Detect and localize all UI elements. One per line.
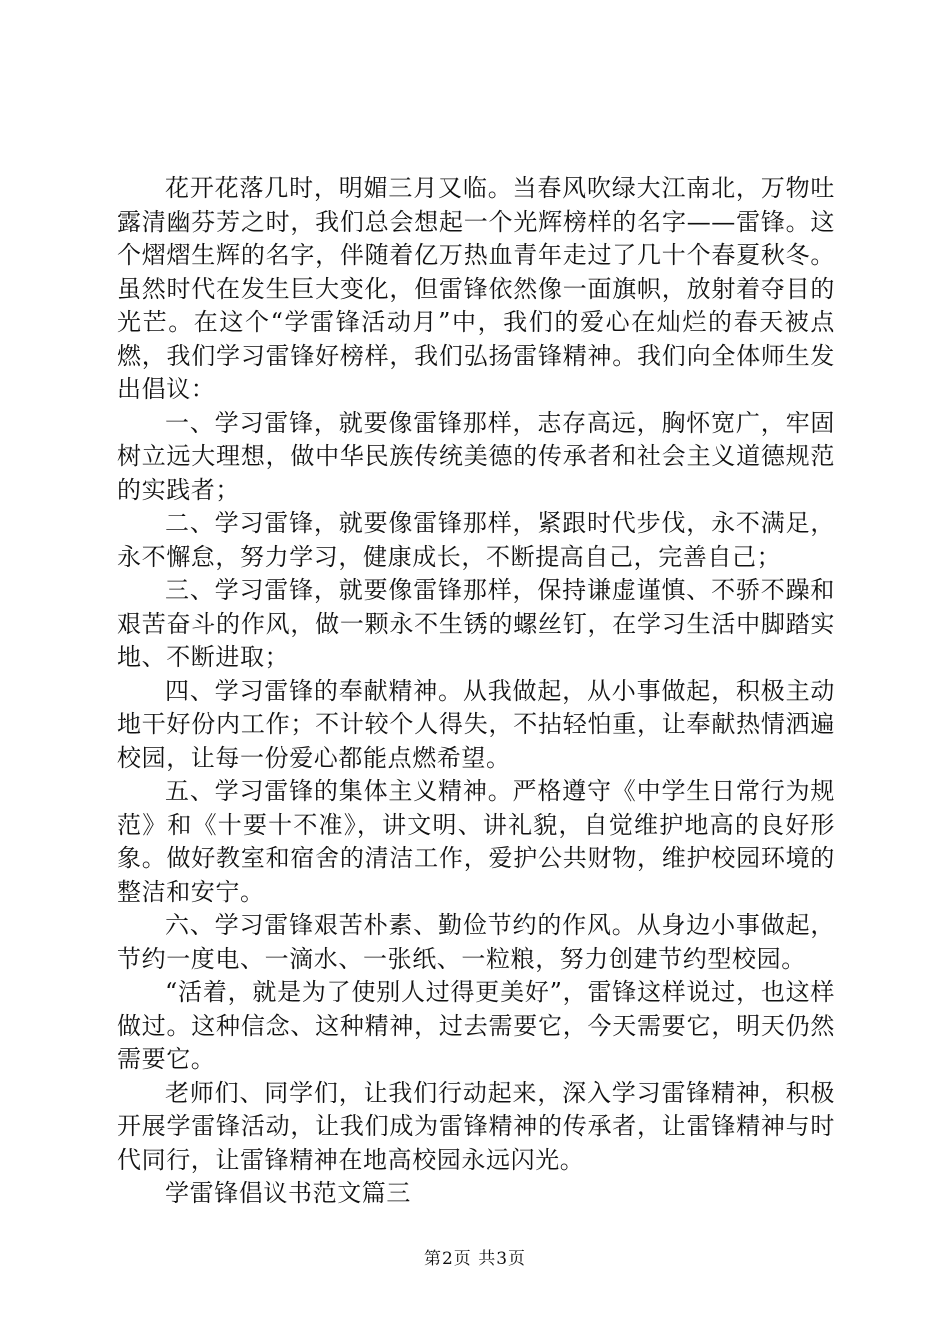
page-number-footer: 第2页 共3页: [423, 1249, 527, 1269]
paragraph-quote: “活着，就是为了使别人过得更美好”，雷锋这样说过，也这样做过。这种信念、这种精神，过去需要它，今天需要它，明天仍然需要它。: [117, 978, 835, 1073]
section-heading: 学雷锋倡议书范文篇三: [165, 1179, 411, 1207]
paragraph-point-6: 六、学习雷锋艰苦朴素、勤俭节约的作风。从身边小事做起，节约一度电、一滴水、一张纸、一粒粮，努力创建节约型校园。: [117, 911, 835, 973]
paragraph-point-1: 一、学习雷锋，就要像雷锋那样，志存高远，胸怀宽广，牢固树立远大理想，做中华民族传统美德的传承者和社会主义道德规范的实践者；: [117, 408, 835, 504]
paragraph-point-2: 二、学习雷锋，就要像雷锋那样，紧跟时代步伐，永不满足，永不懈怠，努力学习，健康成长，不断提高自己，完善自己；: [117, 509, 835, 571]
paragraph-point-4: 四、学习雷锋的奉献精神。从我做起，从小事做起，积极主动地干好份内工作；不计较个人得失，不拈轻怕重，让奉献热情洒遍校园，让每一份爱心都能点燃希望。: [117, 676, 835, 772]
paragraph-point-5: 五、学习雷锋的集体主义精神。严格遵守《中学生日常行为规范》和《十要十不准》，讲文明、讲礼貌，自觉维护地高的良好形象。做好教室和宿舍的清洁工作，爱护公共财物，维护校园环境的整洁和安宁。: [117, 777, 835, 906]
paragraph-intro: 花开花落几时，明媚三月又临。当春风吹绿大江南北，万物吐露清幽芬芳之时，我们总会想起一个光辉榜样的名字——雷锋。这个熠熠生辉的名字，伴随着亿万热血青年走过了几十个春夏秋冬。虽然时代在发生巨大变化，但雷锋依然像一面旗帜，放射着夺目的光芒。在这个“学雷锋活动月”中，我们的爱心在灿烂的春天被点燃，我们学习雷锋好榜样，我们弘扬雷锋精神。我们向全体师生发出倡议：: [117, 174, 835, 403]
paragraph-point-3: 三、学习雷锋，就要像雷锋那样，保持谦虚谨慎、不骄不躁和艰苦奋斗的作风，做一颗永不生锈的螺丝钉，在学习生活中脚踏实地、不断进取；: [117, 576, 835, 671]
document-body: [117, 172, 835, 1211]
paragraph-closing: 老师们、同学们，让我们行动起来，深入学习雷锋精神，积极开展学雷锋活动，让我们成为雷锋精神的传承者，让雷锋精神与时代同行，让雷锋精神在地高校园永远闪光。: [117, 1078, 835, 1174]
